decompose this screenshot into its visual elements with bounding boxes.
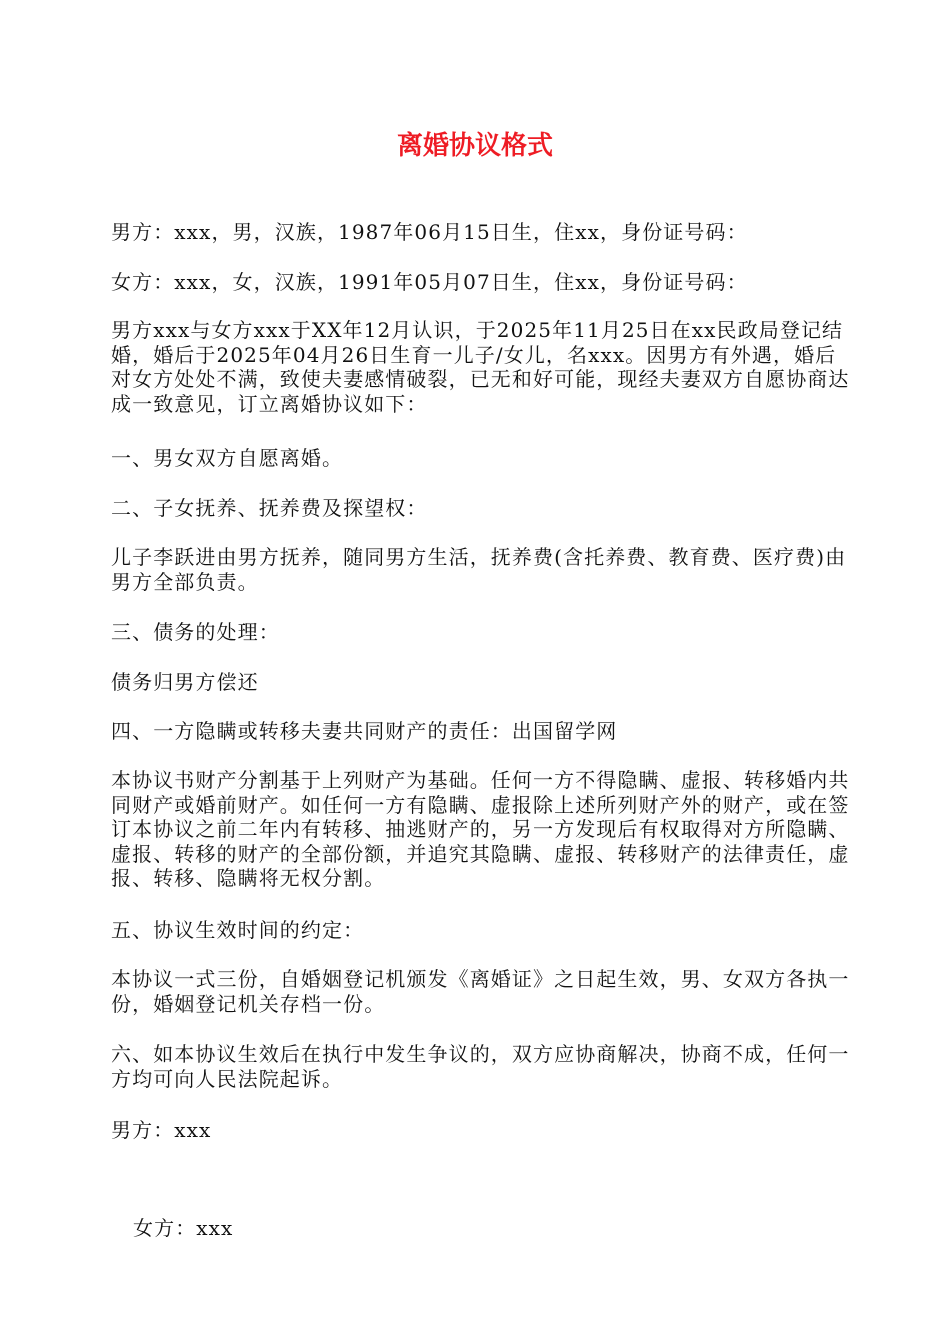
clause-4-heading: 四、一方隐瞒或转移夫妻共同财产的责任：出国留学网 xyxy=(111,719,618,743)
male-signature-line: 男方：xxx xyxy=(111,1118,212,1142)
clause-6-body: 六、如本协议生效后在执行中发生争议的，双方应协商解决，协商不成，任何一方均可向人民法院起诉。 xyxy=(111,1042,850,1091)
document-title: 离婚协议格式 xyxy=(396,131,553,161)
clause-3-body: 债务归男方偿还 xyxy=(111,670,259,694)
clause-1-divorce: 一、男女双方自愿离婚。 xyxy=(111,446,344,470)
clause-5-heading: 五、协议生效时间的约定： xyxy=(111,918,365,942)
clause-5-body: 本协议一式三份，自婚姻登记机颁发《离婚证》之日起生效，男、女双方各执一份，婚姻登记机关存档一份。 xyxy=(111,967,850,1016)
clause-3-heading: 三、债务的处理： xyxy=(111,620,280,644)
agreement-preamble: 男方xxx与女方xxx于XX年12月认识，于2025年11月25日在xx民政局登记结婚，婚后于2025年04月26日生育一儿子/女儿，名xxx。因男方有外遇，婚后对女方处处不满，致使夫妻感情破裂，已无和好可能，现经夫妻双方自愿协商达成一致意见，订立离婚协议如下： xyxy=(111,318,850,416)
female-signature-line: 女方：xxx xyxy=(133,1216,234,1240)
male-party-info: 男方：xxx，男，汉族，1987年06月15日生，住xx，身份证号码： xyxy=(111,220,748,244)
female-party-info: 女方：xxx，女，汉族，1991年05月07日生，住xx，身份证号码： xyxy=(111,270,748,294)
clause-2-heading: 二、子女抚养、抚养费及探望权： xyxy=(111,496,428,520)
clause-2-body: 儿子李跃进由男方抚养，随同男方生活，抚养费(含托养费、教育费、医疗费)由男方全部负责。 xyxy=(111,545,847,594)
clause-4-body: 本协议书财产分割基于上列财产为基础。任何一方不得隐瞒、虚报、转移婚内共同财产或婚前财产。如任何一方有隐瞒、虚报除上述所列财产外的财产，或在签订本协议之前二年内有转移、抽逃财产的，另一方发现后有权取得对方所隐瞒、虚报、转移的财产的全部份额，并追究其隐瞒、虚报、转移财产的法律责任，虚报、转移、隐瞒将无权分割。 xyxy=(111,768,850,890)
